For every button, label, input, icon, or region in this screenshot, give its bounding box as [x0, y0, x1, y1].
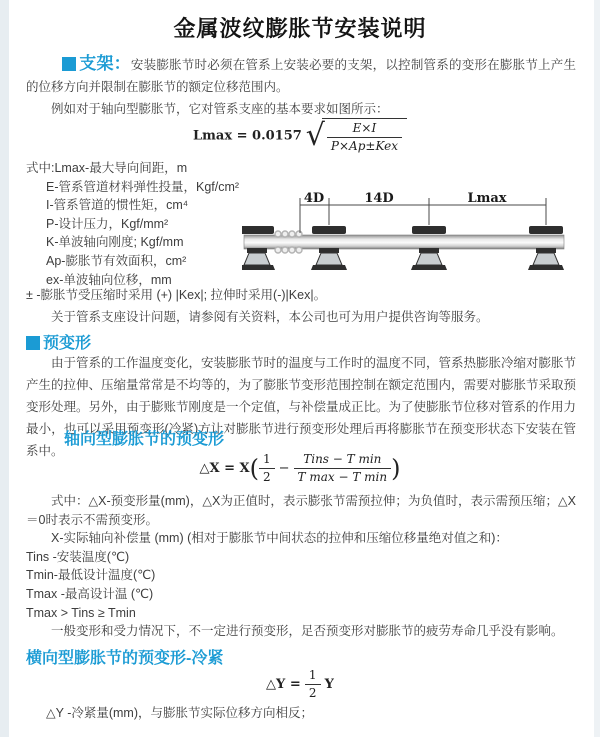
temperature-numerator: Tins − T min — [294, 452, 392, 469]
lateral-formula-lhs: △Y = — [266, 677, 301, 692]
radical-sign: √ — [305, 118, 325, 153]
minus-sign: − — [278, 461, 290, 476]
axial-formula — [0, 452, 600, 485]
predeform-heading-text: 预变形 — [43, 335, 92, 352]
half-fraction — [259, 452, 275, 485]
open-paren: ( — [249, 454, 259, 483]
definition-lmax: 式中:Lmax-最大导向间距，m — [26, 161, 188, 175]
lateral-half-fraction — [305, 668, 321, 701]
support-intro-text: 安装膨胀节时必须在管系上安装必要的支架，以控制管系的变形在膨胀节上产生的位移方向并限制在膨胀节的额定位移范围内。 — [26, 58, 576, 94]
page-right-margin — [594, 0, 600, 737]
page-left-margin — [0, 0, 9, 737]
lmax-fraction-numerator: E×I — [327, 121, 402, 138]
axial-explain-line: 式中：△X-预变形量(mm)，△X为正值时，表示膨张节需预拉伸；为负值时，表示需预压缩；△X＝0时表示不需预变形。 — [26, 494, 576, 527]
variable-definitions-list — [26, 159, 264, 289]
predeform-section-heading — [26, 330, 91, 353]
axial-x-definition: X-实际轴向补偿量 (mm) (相对于膨胀节中间状态的拉伸和压缩位移量绝对值之和)： — [51, 531, 508, 546]
half-denominator: 2 — [263, 470, 271, 484]
dim-label-lmax: Lmax — [467, 191, 507, 206]
plus-minus-rule-line: ± -膨胀节受压缩时采用 (+) |Kex|; 拉伸时采用(-)|Kex|。 — [26, 288, 327, 302]
axial-explanation-block — [26, 492, 576, 641]
lateral-subsection-heading: 横向型膨胀节的预变形-冷紧 — [26, 650, 224, 667]
dim-label-14d: 14D — [364, 191, 394, 206]
definition-k: K-单波轴向刚度; Kgf/mm — [46, 235, 184, 250]
lateral-note-line: △Y -冷紧量(mm)，与膨胀节实际位移方向相反； — [46, 706, 314, 720]
tmin-definition: Tmin-最低设计温度(℃) — [26, 568, 156, 583]
definition-p: P-设计压力，Kgf/mm² — [46, 216, 169, 231]
axial-subsection-heading: 轴向型膨胀节的预变形 — [64, 431, 225, 448]
definition-ap: Ap-膨胀节有效面积，cm² — [46, 253, 187, 268]
lateral-formula — [0, 668, 600, 701]
temperature-inequality: Tmax > Tins ≥ Tmin — [26, 605, 136, 620]
support-example-line: 例如对于轴向型膨胀节，它对管系支座的基本要求如图所示： — [51, 102, 389, 116]
lmax-formula-lhs: Lmax = 0.0157 — [193, 128, 302, 144]
blue-square-bullet — [26, 336, 40, 350]
lmax-formula — [0, 118, 600, 154]
lateral-half-denominator: 2 — [308, 686, 317, 700]
half-numerator: 1 — [259, 452, 275, 469]
blue-square-bullet — [62, 57, 76, 71]
support-closing-line: 关于管系支座设计问题，请参阅有关资料，本公司也可为用户提供咨询等服务。 — [51, 310, 489, 324]
support-section-heading: 支架： — [79, 54, 131, 73]
support-intro-paragraph — [26, 53, 576, 98]
lateral-formula-rhs: Y — [324, 677, 334, 692]
definition-e: E-管系管道材料弹性投量，Kgf/cm² — [46, 179, 240, 194]
predeform-paragraph: 由于管系的工作温度变化，安装膨胀节时的温度与工作时的温度不同，管系热膨胀冷缩对膨胀节产生的拉伸、压缩量常常是不均等的，为了膨胀节变形范围控制在额定范围内，需要对膨胀节采取预变形处理。另外，由于膨账节刚度是一个定值，与补偿量成正比。为了使膨胀节位移对管系的作用力最小，也可以采用预变形(冷紧)方让对膨胀节进行预变形处理后再将膨胀节在预变形状态下安装在管系中。 — [26, 356, 577, 458]
close-paren: ) — [391, 454, 401, 483]
definition-ex: ex-单波轴向位移，mm — [46, 272, 172, 287]
dim-label-4d: 4D — [303, 191, 325, 206]
temperature-denominator: T max − T min — [297, 470, 388, 484]
lmax-fraction-denominator: P×Ap±Kex — [330, 139, 398, 153]
lateral-half-numerator: 1 — [305, 668, 321, 685]
axial-note-line: 一般变形和受力情况下，不一定进行预变形，足否预变形对膨胀节的疲劳寿命几乎没有影响。 — [51, 624, 564, 639]
radical-body — [322, 118, 407, 154]
tins-definition: Tins -安装温度(℃) — [26, 549, 130, 564]
axial-formula-lhs: △X = X — [199, 461, 250, 476]
definition-i: I-管系管道的惯性矩，cm⁴ — [46, 198, 189, 213]
page-title: 金属波纹膨胀节安装说明 — [173, 16, 427, 41]
tmax-definition: Tmax -最高设计温 (℃) — [26, 586, 154, 601]
lmax-fraction — [327, 121, 402, 154]
pipe-support-diagram — [242, 191, 588, 291]
temperature-fraction — [294, 452, 392, 485]
